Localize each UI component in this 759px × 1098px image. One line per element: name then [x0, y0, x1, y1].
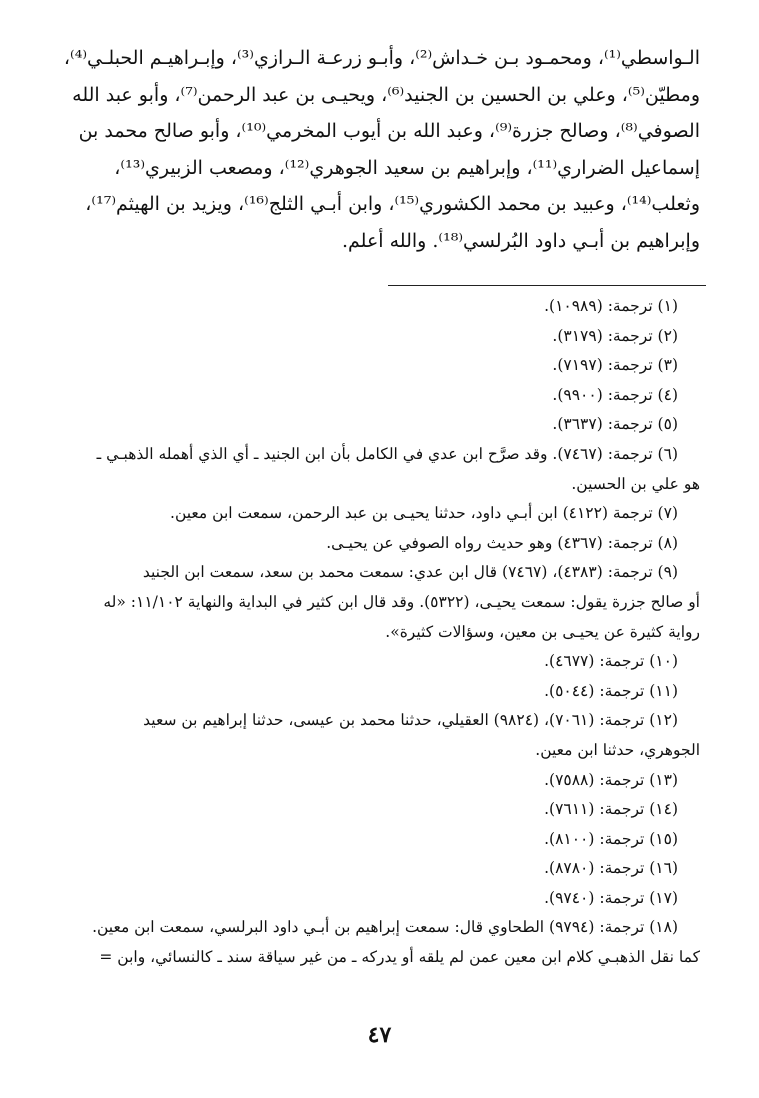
footnote-line: (٩) ترجمة: (٤٣٨٣)، (٧٤٦٧) قال ابن عدي: سمعت محمد بن سعد، سمعت ابن الجنيد	[142, 563, 678, 582]
page-number: ٤٧	[367, 1022, 392, 1048]
footnote-line: (١٨) ترجمة: (٩٧٩٤) الطحاوي قال: سمعت إبراهيم بن أبـي داود البرلسي، سمعت ابن معين.	[92, 918, 678, 937]
footnote-line: (١٧) ترجمة: (٩٧٤٠).	[544, 888, 678, 907]
footnotes	[60, 292, 700, 973]
footnote-line: (٨) ترجمة: (٤٣٦٧) وهو حديث رواه الصوفي عن يحيـى.	[326, 533, 678, 552]
main-text-line: وثعلب⁽¹⁴⁾، وعبيد بن محمد الكشوري⁽¹⁵⁾، وابن أبـي الثلج⁽¹⁶⁾، ويزيد بن الهيثم⁽¹⁷⁾،	[85, 193, 700, 215]
main-text	[60, 40, 700, 259]
main-text-line: إسماعيل الضراري⁽¹¹⁾، وإبراهيم بن سعيد الجوهري⁽¹²⁾، ومصعب الزبيري⁽¹³⁾،	[114, 156, 700, 179]
footnote-line: (٤) ترجمة: (٩٩٠٠).	[552, 385, 678, 404]
footnote-line: (٣) ترجمة: (٧١٩٧).	[552, 356, 678, 375]
footnote-line: كما نقل الذهبـي كلام ابن معين عمن لم يلقه أو يدركه ـ من غير سياقة سند ـ كالنسائي، وابن =	[99, 948, 700, 967]
footnote-line: (١٦) ترجمة: (٨٧٨٠).	[544, 859, 678, 878]
footnote-line: (٦) ترجمة: (٧٤٦٧). وقد صرَّح ابن عدي في الكامل بأن ابن الجنيد ـ أي الذي أهمله الذهبـي ـ	[96, 444, 678, 463]
footnote-line: (١٠) ترجمة: (٤٦٧٧).	[544, 652, 678, 671]
footnote-line: الجوهري، حدثنا ابن معين.	[535, 740, 700, 759]
footnote-line: أو صالح جزرة يقول: سمعت يحيـى، (٥٣٢٢). وقد قال ابن كثير في البداية والنهاية ١١/١٠٢: «له	[103, 592, 700, 611]
footnote-line: رواية كثيرة عن يحيـى بن معين، وسؤالات كثيرة».	[385, 622, 700, 641]
main-text-line: الـواسطي⁽¹⁾، ومحمـود بـن خـداش⁽²⁾، وأبـو زرعـة الـرازي⁽³⁾، وإبـراهيـم الحبلـي⁽⁴⁾،	[63, 47, 700, 69]
footnote-line: (١٥) ترجمة: (٨١٠٠).	[544, 829, 678, 848]
footnote-line: (٢) ترجمة: (٣١٧٩).	[552, 326, 678, 345]
main-text-line: وإبراهيم بن أبـي داود البُرلسي⁽¹⁸⁾. والله أعلم.	[341, 229, 700, 252]
footnote-line: هو علي بن الحسين.	[571, 474, 700, 493]
footnote-line: (١٢) ترجمة: (٧٠٦١)، (٩٨٢٤) العقيلي، حدثنا محمد بن عيسى، حدثنا إبراهيم بن سعيد	[143, 711, 678, 730]
footnote-line: (١٣) ترجمة: (٧٥٨٨).	[544, 770, 678, 789]
footnote-divider	[388, 285, 706, 286]
footnote-line: (١) ترجمة: (١٠٩٨٩).	[544, 297, 678, 315]
main-text-line: ومطيّن⁽⁵⁾، وعلي بن الحسين بن الجنيد⁽⁶⁾، ويحيـى بن عبد الرحمن⁽⁷⁾، وأبو عبد الله	[72, 83, 700, 106]
footnote-line: (١١) ترجمة: (٥٠٤٤).	[544, 681, 678, 700]
footnote-line: (٥) ترجمة: (٣٦٣٧).	[552, 415, 678, 434]
main-text-line: الصوفي⁽⁸⁾، وصالح جزرة⁽⁹⁾، وعبد الله بن أيوب المخرمي⁽¹⁰⁾، وأبو صالح محمد بن	[78, 120, 700, 142]
footnote-line: (٧) ترجمة (٤١٢٢) ابن أبـي داود، حدثنا يحيـى بن عبد الرحمن، سمعت ابن معين.	[170, 504, 678, 523]
footnote-line: (١٤) ترجمة: (٧٦١١).	[544, 800, 678, 819]
